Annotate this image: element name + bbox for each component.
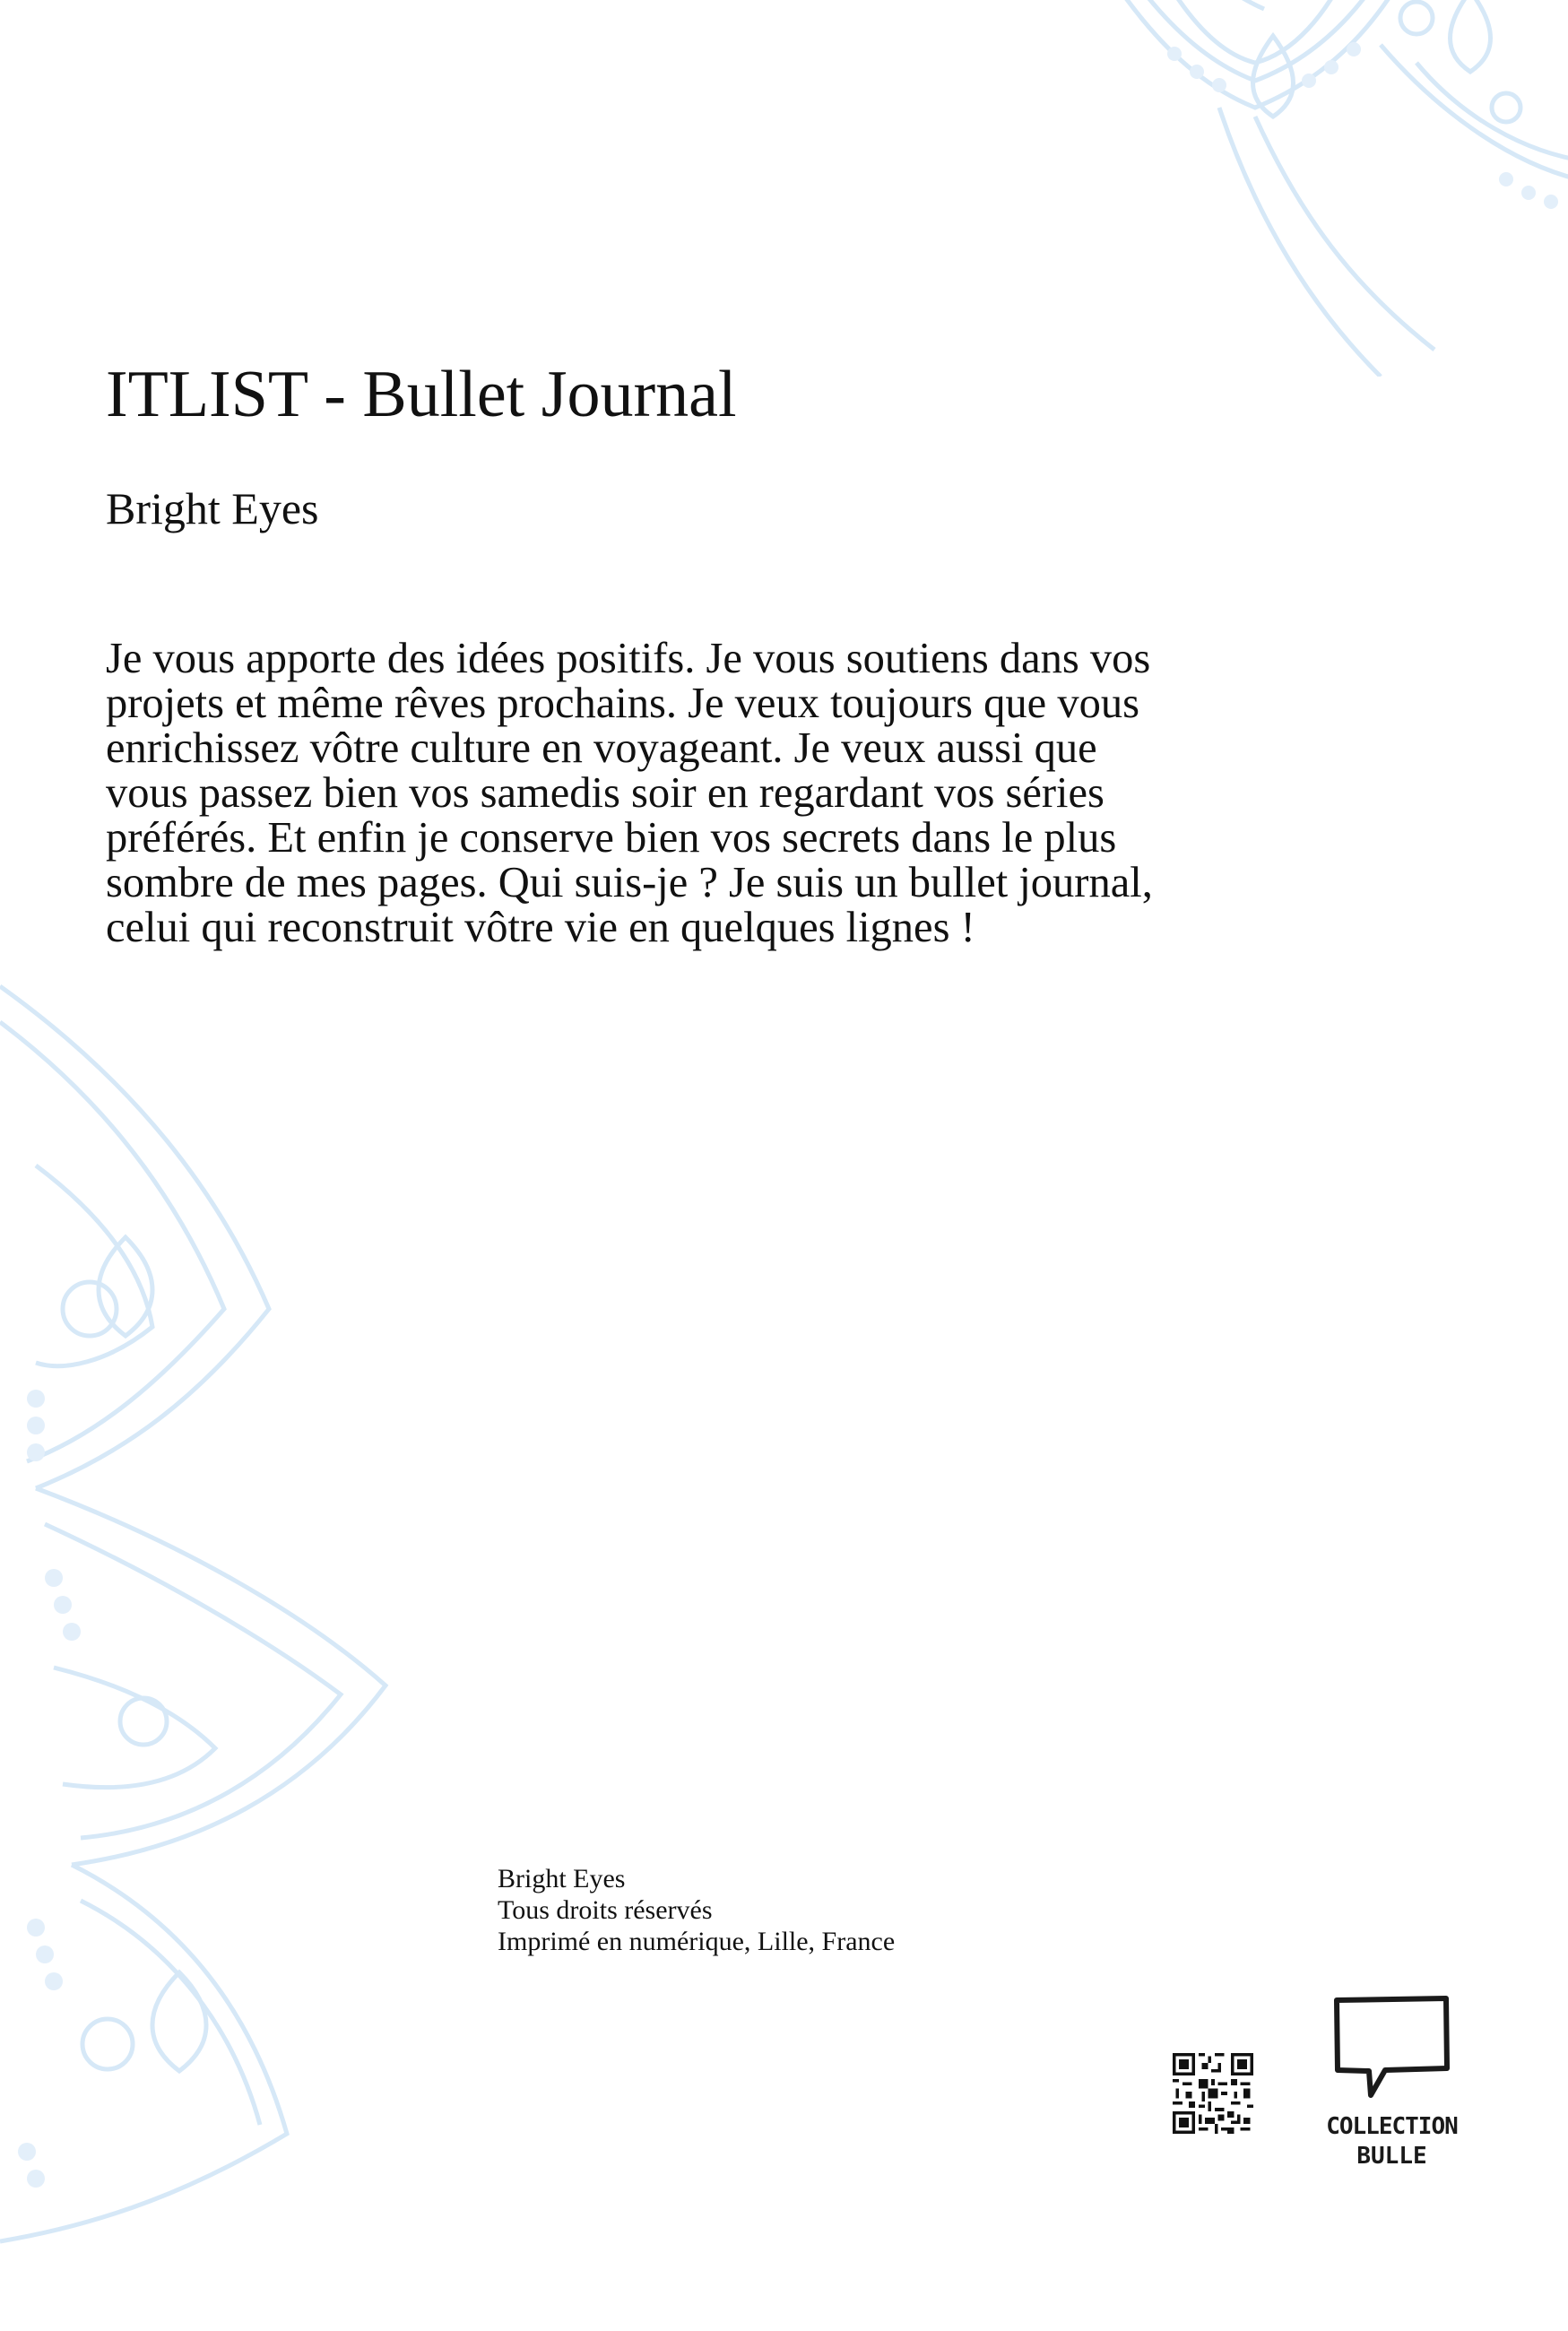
mandala-decoration-left xyxy=(0,897,394,2331)
colophon-author: Bright Eyes xyxy=(498,1864,626,1893)
logo-line-collection: COLLECTION xyxy=(1326,2113,1458,2140)
speech-bubble-icon xyxy=(1331,1995,1452,2102)
author-name: Bright Eyes xyxy=(106,483,319,533)
collection-bulle-logo xyxy=(1318,2112,1466,2171)
qr-code-icon xyxy=(1173,2053,1253,2134)
colophon xyxy=(498,1863,895,1957)
mandala-decoration-top xyxy=(879,0,1568,377)
colophon-rights: Tous droits réservés xyxy=(498,1895,713,1925)
colophon-printing: Imprimé en numérique, Lille, France xyxy=(498,1927,896,1956)
book-title: ITLIST - Bullet Journal xyxy=(106,358,737,431)
book-blurb: Je vous apporte des idées positifs. Je vous soutiens dans vos projets et même rêves prochains. Je veux toujours que vous enrichissez vôtre culture en voyageant. Je veux aussi que vous passez bien vos samedis soir en regardant vos séries préférés. Et enfin je conserve bien vos secrets dans le plus sombre de mes pages. Qui suis-je ? Je suis un bullet journal, celui qui reconstruit vôtre vie en quelques lignes ! xyxy=(106,635,1153,951)
logo-line-bulle: BULLE xyxy=(1356,2143,1427,2170)
